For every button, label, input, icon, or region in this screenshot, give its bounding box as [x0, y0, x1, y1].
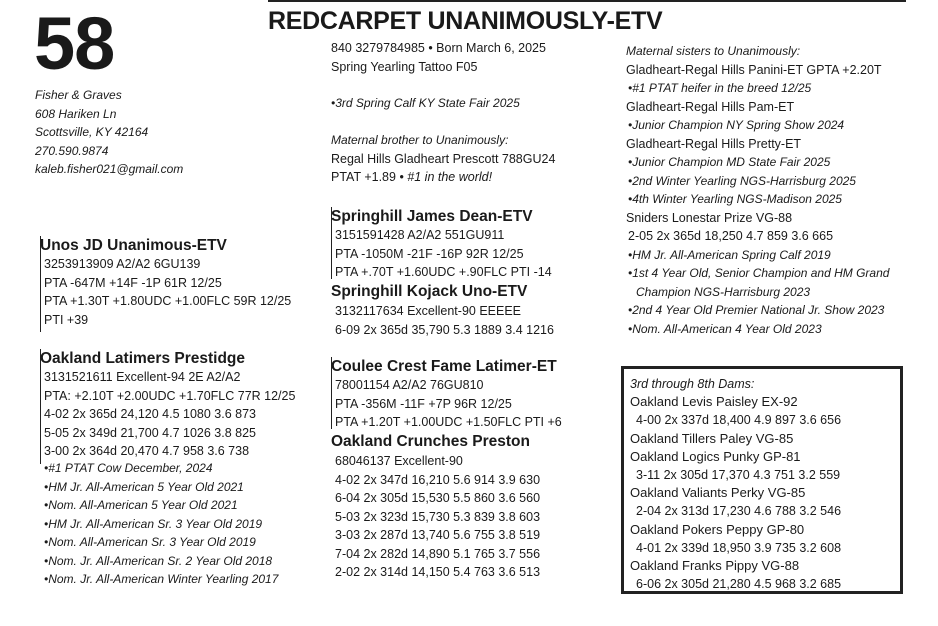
lot-number: 58	[34, 2, 115, 85]
dam-record: 4-02 2x 365d 24,120 4.5 1080 3.6 873	[44, 407, 256, 421]
lonestar-note: Champion NGS-Harrisburg 2023	[636, 284, 811, 299]
sister-note: •Junior Champion MD State Fair 2025	[628, 155, 831, 169]
class-line: Spring Yearling Tattoo F05	[331, 59, 478, 74]
registration-line: 840 3279784985 • Born March 6, 2025	[331, 41, 546, 55]
dam-dam-record: 2-02 2x 314d 14,150 5.4 763 3.6 513	[335, 565, 541, 579]
sire-dam-record: 6-09 2x 365d 35,790 5.3 1889 3.4 1216	[335, 322, 554, 337]
sire-line: 3253913909 A2/A2 6GU139	[44, 257, 201, 271]
dam-record: 5-05 2x 349d 21,700 4.7 1026 3.8 825	[44, 425, 256, 440]
dam-sire-line: 78001154 A2/A2 76GU810	[335, 378, 484, 392]
sire-dam-block	[331, 282, 554, 339]
ancestor-dam-record: 4-00 2x 337d 18,400 4.9 897 3.6 656	[636, 413, 842, 428]
lonestar-note: •Nom. All-American 4 Year Old 2023	[628, 321, 822, 336]
ancestor-dam-name: Oakland Logics Punky GP-81	[630, 448, 801, 464]
sire-line: PTI +39	[44, 312, 89, 327]
dam-line: PTA: +2.10T +2.00UDC +1.70FLC 77R 12/25	[44, 388, 296, 403]
sire-line: PTA -647M +14F -1P 61R 12/25	[44, 275, 222, 290]
sister-note: •Junior Champion NY Spring Show 2024	[628, 118, 845, 132]
dam-sire-line: PTA +1.20T +1.00UDC +1.50FLC PTI +6	[335, 415, 562, 429]
ancestor-dam-name: Oakland Tillers Paley VG-85	[630, 430, 794, 446]
ancestor-dam-name: Oakland Levis Paisley EX-92	[630, 394, 798, 410]
dam-block	[40, 349, 295, 464]
ancestor-dam-name: Oakland Pokers Peppy GP-80	[630, 521, 805, 537]
consignor-street: 608 Hariken Ln	[35, 106, 117, 121]
consignor-name: Fisher & Graves	[35, 88, 122, 102]
maternal-sisters	[626, 42, 889, 338]
sisters-header: Maternal sisters to Unanimously:	[626, 44, 801, 58]
ancestor-dam-record: 4-01 2x 339d 18,950 3.9 735 3.2 608	[636, 540, 842, 555]
animal-info	[331, 39, 546, 76]
dam-dam-record: 6-04 2x 305d 15,530 5.5 860 3.6 560	[335, 491, 541, 505]
ancestor-dam-name: Oakland Franks Pippy VG-88	[630, 558, 800, 574]
sire-sire-line: PTA -1050M -21F -16P 92R 12/25	[335, 246, 524, 261]
sister-name: Gladheart-Regal Hills Pam-ET	[626, 99, 795, 114]
brother-name: Regal Hills Gladheart Prescott 788GU24	[331, 151, 556, 166]
dam-name: Oakland Latimers Prestidge	[40, 350, 246, 367]
dam-awards	[44, 459, 278, 589]
sister-note: •2nd Winter Yearling NGS-Harrisburg 2025	[628, 173, 856, 188]
consignor-city: Scottsville, KY 42164	[35, 125, 149, 139]
dam-dam-record: 4-02 2x 347d 16,210 5.6 914 3.9 630	[335, 472, 541, 487]
sister-name: Gladheart-Regal Hills Panini-ET GPTA +2.20T	[626, 62, 882, 77]
lonestar-name: Sniders Lonestar Prize VG-88	[626, 210, 793, 225]
sire-name: Unos JD Unanimous-ETV	[40, 237, 227, 254]
dam-dam-record: 7-04 2x 282d 14,890 5.1 765 3.7 556	[335, 546, 541, 561]
dam-award: •HM Jr. All-American 5 Year Old 2021	[44, 479, 244, 494]
sire-sire-line: PTA +.70T +1.60UDC +.90FLC PTI -14	[335, 265, 552, 279]
sire-sire-line: 3151591428 A2/A2 551GU911	[335, 228, 505, 242]
dam-dam-record: 5-03 2x 323d 15,730 5.3 839 3.8 603	[335, 509, 541, 524]
brother-ptat: PTAT +1.89 • #1 in the world!	[331, 170, 493, 184]
lonestar-note: •2nd 4 Year Old Premier National Jr. Show 2023	[628, 303, 885, 317]
dam-line: 3131521611 Excellent-94 2E A2/A2	[44, 370, 241, 384]
dam-record: 3-00 2x 364d 20,470 4.7 958 3.6 738	[44, 444, 250, 458]
maternal-brother	[331, 131, 555, 187]
dam-award: •Nom. All-American 5 Year Old 2021	[44, 498, 238, 512]
sire-block	[40, 236, 291, 332]
sire-dam-name: Springhill Kojack Uno-ETV	[331, 283, 528, 300]
sire-line: PTA +1.30T +1.80UDC +1.00FLC 59R 12/25	[44, 294, 292, 308]
animal-title: REDCARPET UNANIMOUSLY-ETV	[268, 7, 663, 35]
dam-dam-record: 3-03 2x 287d 13,740 5.6 755 3.8 519	[335, 528, 541, 542]
consignor-phone: 270.590.9874	[35, 143, 109, 158]
dam-sire-block	[331, 357, 562, 429]
consignor-email: kaleb.fisher021@gmail.com	[35, 162, 184, 176]
animal-award: •3rd Spring Calf KY State Fair 2025	[331, 96, 520, 110]
lonestar-note: •HM Jr. All-American Spring Calf 2019	[628, 247, 831, 262]
dam-sire-line: PTA -356M -11F +7P 96R 12/25	[335, 396, 512, 411]
dam-dam-line: 68046137 Excellent-90	[335, 454, 463, 468]
ancestor-dam-record: 3-11 2x 305d 17,370 4.3 751 3.2 559	[636, 468, 841, 483]
sire-dam-line: 3132117634 Excellent-90 EEEEE	[335, 304, 522, 318]
ancestor-dam-record: 2-04 2x 313d 17,230 4.6 788 3.2 546	[636, 504, 842, 519]
lonestar-note: •1st 4 Year Old, Senior Champion and HM Grand	[628, 266, 890, 280]
ancestor-dams-box	[621, 366, 903, 594]
dam-award: •HM Jr. All-American Sr. 3 Year Old 2019	[44, 516, 263, 531]
lonestar-record: 2-05 2x 365d 18,250 4.7 859 3.6 665	[628, 229, 834, 243]
sire-sire-name: Springhill James Dean-ETV	[331, 208, 533, 225]
consignor-block	[35, 86, 183, 179]
dam-award: •Nom. All-American Sr. 3 Year Old 2019	[44, 535, 256, 549]
top-rule	[268, 0, 906, 2]
dam-dam-name: Oakland Crunches Preston	[331, 433, 530, 450]
ancestor-dam-record: 6-06 2x 305d 21,280 4.5 968 3.2 685	[636, 577, 842, 592]
dam-dam-block	[331, 432, 540, 582]
sister-note: •4th Winter Yearling NGS-Madison 2025	[628, 192, 842, 206]
dam-award: •Nom. Jr. All-American Winter Yearling 2017	[44, 572, 279, 586]
dam-award: •#1 PTAT Cow December, 2024	[44, 461, 213, 475]
brother-note: #1 in the world!	[407, 170, 493, 184]
sire-sire-block	[331, 207, 552, 279]
brother-header: Maternal brother to Unanimously:	[331, 133, 509, 147]
dam-sire-name: Coulee Crest Fame Latimer-ET	[331, 358, 557, 375]
dams-box-header: 3rd through 8th Dams:	[630, 377, 755, 391]
dam-award: •Nom. Jr. All-American Sr. 2 Year Old 2018	[44, 553, 273, 568]
sister-name: Gladheart-Regal Hills Pretty-ET	[626, 136, 802, 151]
ancestor-dam-name: Oakland Valiants Perky VG-85	[630, 485, 806, 501]
sister-note: •#1 PTAT heifer in the breed 12/25	[628, 81, 812, 95]
